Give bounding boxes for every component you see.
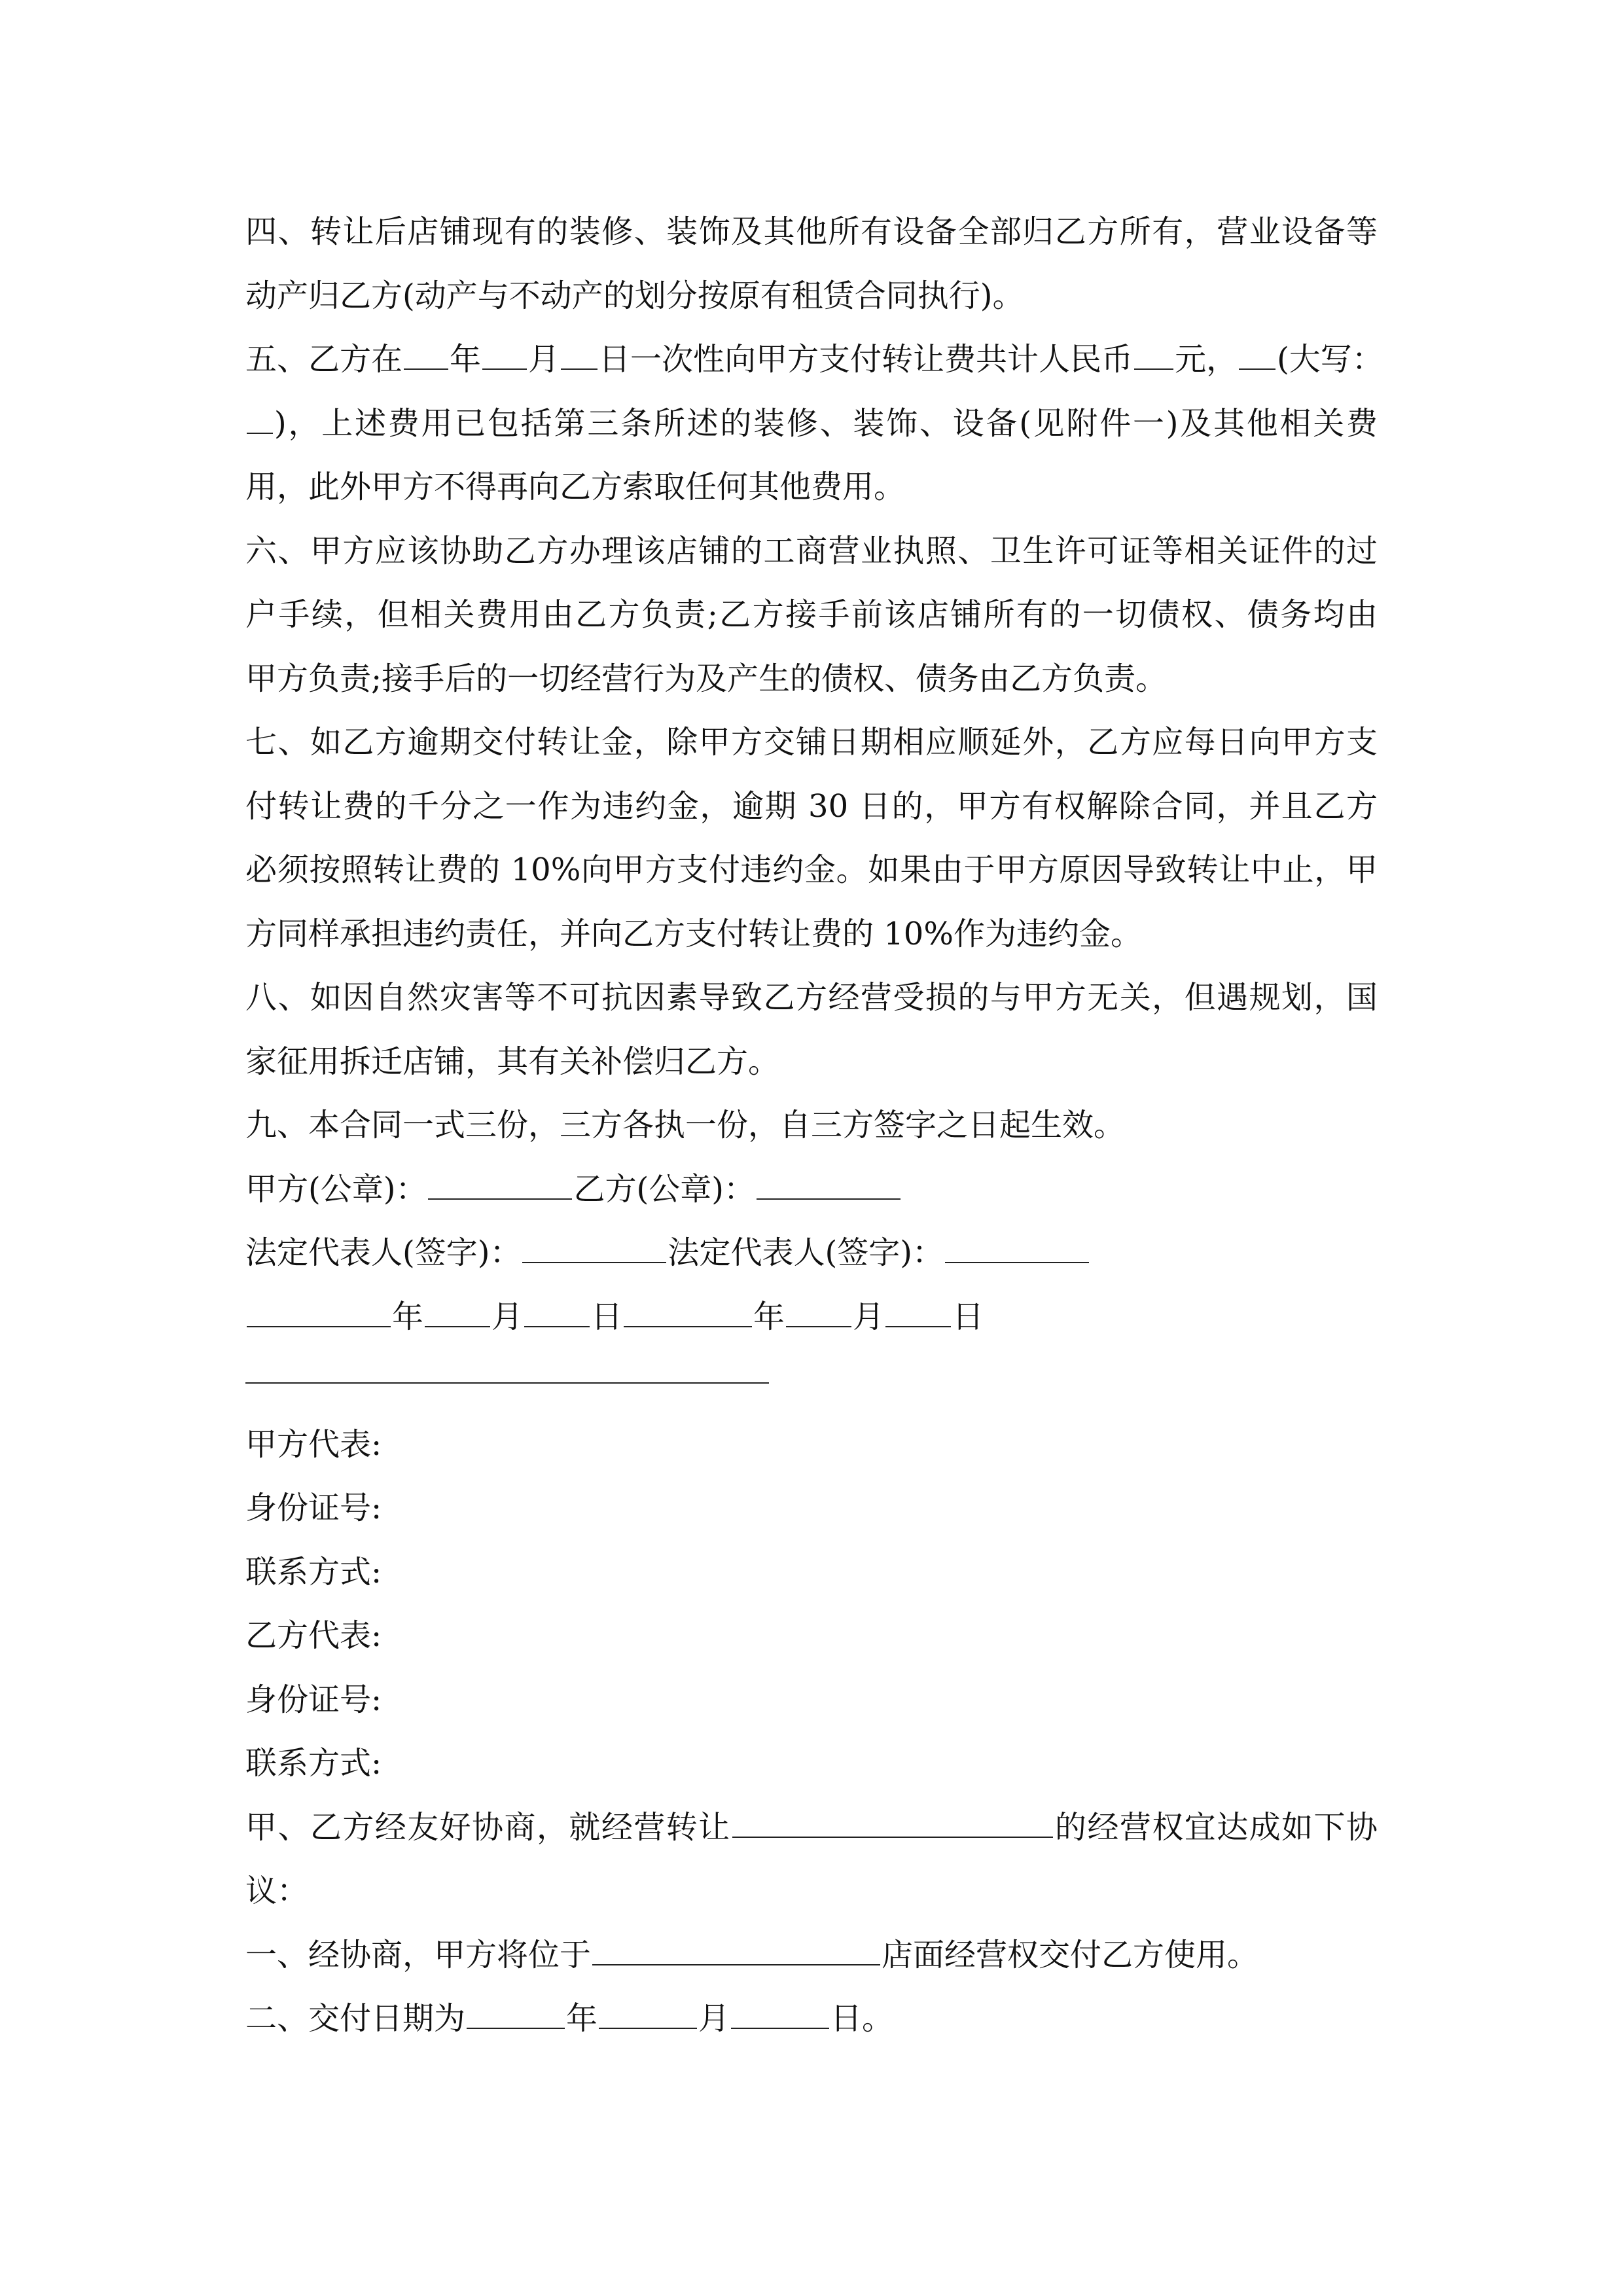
clause-2-text: 二、交付日期为: [245, 2000, 466, 2037]
clause-4-line-1: 四、转让后店铺现有的装修、装饰及其他所有设备全部归乙方所有，营业设备等: [245, 213, 1378, 250]
clause-6-line-2: 户手续，但相关费用由乙方负责;乙方接手前该店铺所有的一切债权、债务均由: [245, 596, 1378, 633]
date-line: [245, 1285, 1378, 1350]
date-a-day-label: 日: [591, 1298, 623, 1335]
clause-4-line-2: 动产归乙方(动产与不动产的划分按原有租赁合同执行)。: [245, 277, 1024, 314]
clause-6-line-1: 六、甲方应该协助乙方办理该店铺的工商营业执照、卫生许可证等相关证件的过: [245, 532, 1378, 569]
blank-date-b-month: [786, 1300, 851, 1327]
yuan-label: 元，: [1175, 341, 1238, 378]
year-label: 年: [450, 341, 482, 378]
blank-date-a-month: [425, 1300, 490, 1327]
blank-delivery-day: [731, 2001, 829, 2029]
date-a-year-label: 年: [392, 1298, 424, 1335]
intro-line-1: [245, 1796, 1378, 1860]
clause-5-line-1: [245, 328, 1383, 392]
clause-7-line-4: 方同样承担违约责任，并向乙方支付转让费的 10%作为违约金。: [245, 915, 1142, 952]
clause-7-line-1: 七、如乙方逾期交付转让金，除甲方交铺日期相应顺延外，乙方应每日向甲方支: [245, 724, 1378, 761]
clause-8-line-1: 八、如因自然灾害等不可抗因素导致乙方经营受损的与甲方无关，但遇规划，国: [245, 979, 1378, 1016]
clause-7-line-2: 付转让费的千分之一作为违约金，逾期 30 日的，甲方有权解除合同，并且乙方: [245, 787, 1378, 825]
clause-1-text: 一、经协商，甲方将位于: [245, 1936, 592, 1973]
date-a-month-label: 月: [491, 1298, 524, 1335]
party-a-rep: 甲方代表:: [245, 1426, 382, 1463]
blank-shop-location: [592, 1938, 880, 1965]
date-b-year-label: 年: [753, 1298, 785, 1335]
blank-amount-words: [1239, 342, 1275, 370]
party-b-contact: 联系方式:: [245, 1745, 382, 1782]
intro-text-end: 的经营权宜达成如下协: [1054, 1808, 1378, 1846]
legal-rep-line: [245, 1221, 1378, 1285]
clause-7-line-3: 必须按照转让费的 10%向甲方支付违约金。如果由于甲方原因导致转让中止，甲: [245, 852, 1378, 888]
blank-month: [482, 342, 527, 370]
blank-delivery-month: [599, 2001, 697, 2029]
party-a-seal-label: 甲方(公章)：: [245, 1170, 427, 1208]
party-a-legal-rep-label: 法定代表人(签字)：: [245, 1234, 522, 1271]
party-b-seal-blank: [757, 1172, 901, 1200]
blank-date-b-day: [885, 1300, 951, 1327]
date-b-day-label: 日: [952, 1298, 984, 1335]
seal-line: [245, 1158, 1378, 1222]
blank-amount: [1134, 342, 1173, 370]
blank-shop-name: [732, 1810, 1053, 1838]
clause-8-line-2: 家征用拆迁店铺，其有关补偿归乙方。: [245, 1043, 780, 1080]
clause-1: [245, 1924, 1378, 1988]
blank-amount-words-cont: [247, 406, 273, 434]
blank-day: [561, 342, 597, 370]
clause-9: 九、本合同一式三份，三方各执一份，自三方签字之日起生效。: [245, 1107, 1126, 1143]
party-a-contact: 联系方式:: [245, 1553, 382, 1590]
clause-5-line-2-text: )，上述费用已包括第三条所述的装修、装饰、设备(见附件一)及其他相关费: [274, 404, 1378, 442]
date-b-month-label: 月: [853, 1298, 885, 1335]
clause-1-text-end: 店面经营权交付乙方使用。: [882, 1936, 1259, 1973]
clause-6-line-3: 甲方负责;接手后的一切经营行为及产生的债权、债务由乙方负责。: [245, 660, 1168, 697]
blank-delivery-year: [467, 2001, 565, 2029]
clause-5-text: 五、乙方在: [245, 341, 403, 378]
clause-5-payment-text: 日一次性向甲方支付转让费共计人民币: [599, 341, 1133, 378]
month-label: 月: [528, 341, 560, 378]
blank-year: [404, 342, 448, 370]
intro-line-2: 议：: [245, 1873, 309, 1909]
clause-2: [245, 1987, 1378, 2051]
blank-date-a-year: [247, 1300, 391, 1327]
party-b-legal-rep-blank: [945, 1236, 1089, 1263]
party-a-legal-rep-blank: [522, 1236, 666, 1263]
blank-date-b-year: [624, 1300, 752, 1327]
intro-text: 甲、乙方经友好协商，就经营转让: [245, 1808, 731, 1846]
delivery-year-label: 年: [566, 2000, 598, 2037]
party-a-id: 身份证号:: [245, 1490, 382, 1526]
separator-line: [245, 1382, 769, 1384]
clause-5-line-3: 用，此外甲方不得再向乙方索取任何其他费用。: [245, 469, 906, 505]
party-b-rep: 乙方代表:: [245, 1617, 382, 1654]
party-b-id: 身份证号:: [245, 1681, 382, 1718]
party-b-legal-rep-label: 法定代表人(签字)：: [668, 1234, 944, 1271]
separator-rule: [245, 1349, 1378, 1413]
party-a-seal-blank: [428, 1172, 572, 1200]
delivery-day-label: 日。: [830, 2000, 894, 2037]
delivery-month-label: 月: [698, 2000, 730, 2037]
blank-date-a-day: [524, 1300, 590, 1327]
amount-words-label: (大写：: [1277, 341, 1383, 378]
clause-5-line-2: [245, 392, 1378, 456]
party-b-seal-label: 乙方(公章)：: [573, 1170, 755, 1208]
contract-body: [245, 200, 1383, 2051]
